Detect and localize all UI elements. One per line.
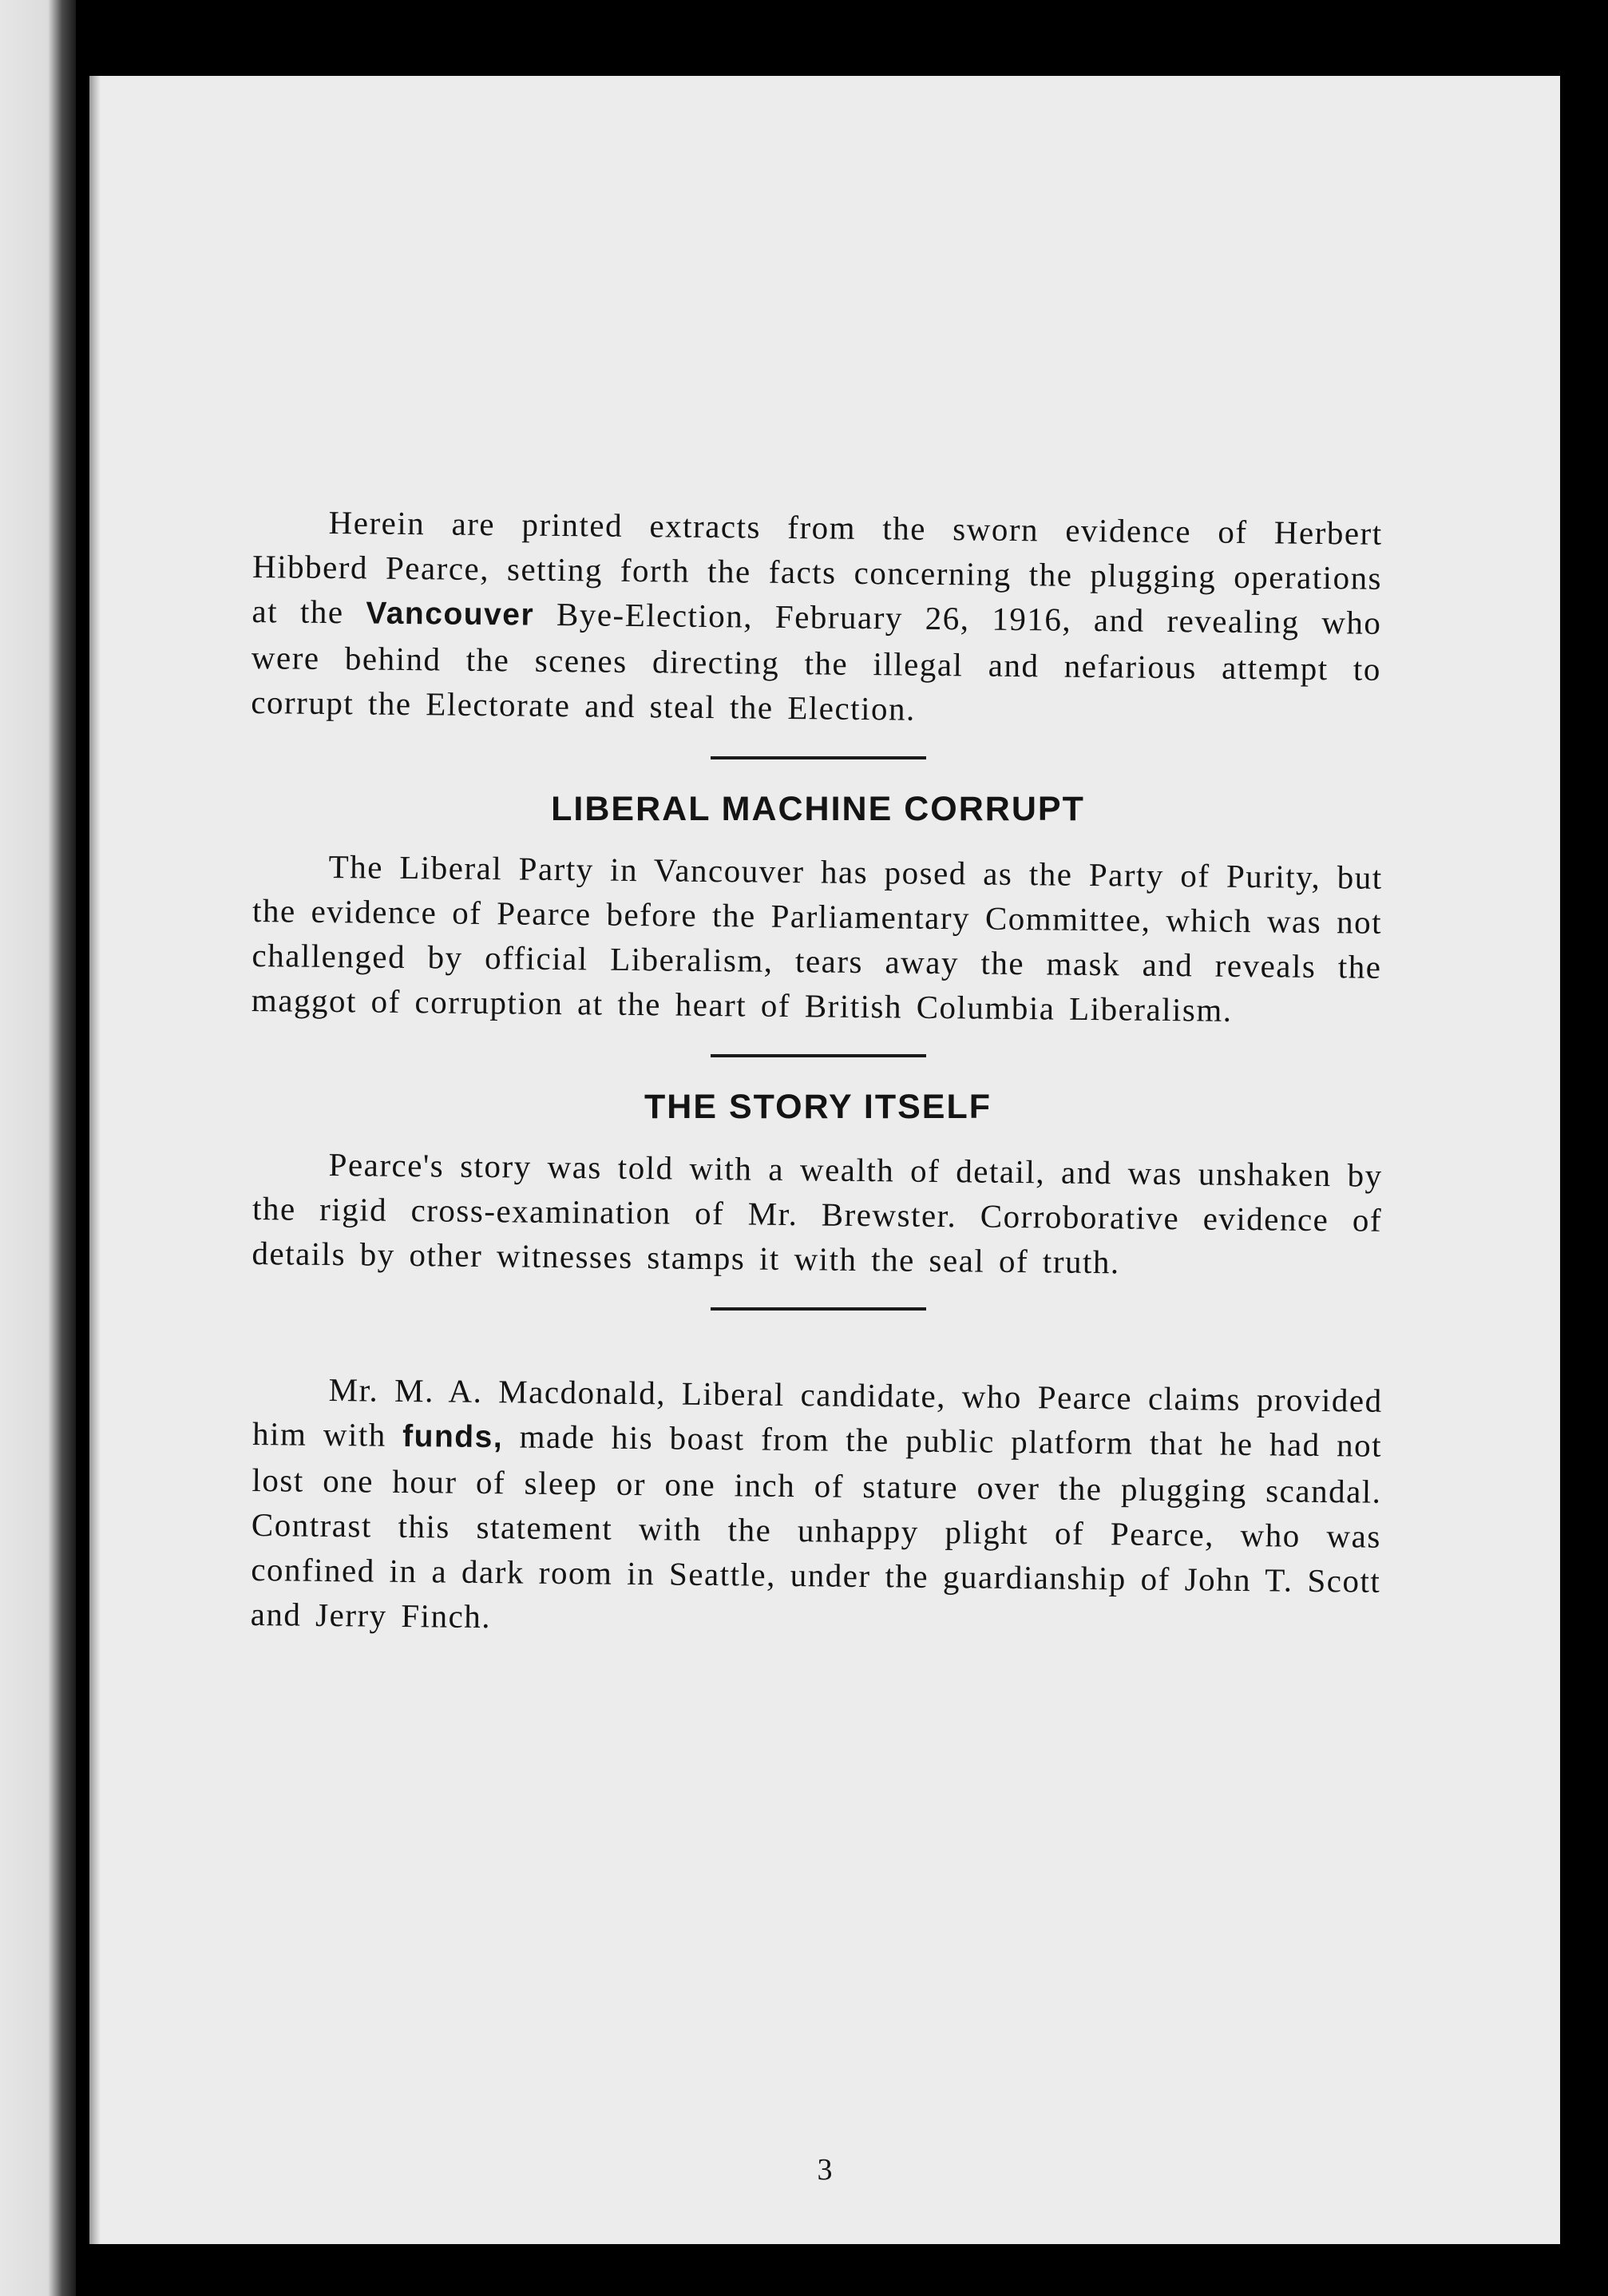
- page-number: 3: [817, 2153, 833, 2187]
- story-itself-heading: THE STORY ITSELF: [644, 1088, 992, 1126]
- section-divider: [711, 1054, 926, 1057]
- page-binding-shadow: [89, 76, 101, 2244]
- section-divider: [711, 1307, 926, 1311]
- macdonald-text-end: made his boast from the public platform that he had not lost one hour of sleep or one inch of stature over the plugging scandal. Contrast this statement with the unhappy plight of Pearce, who was confined in a dark room in Seattle, under the guardianship of John T. Scott and Jerry Finch.: [250, 1418, 1383, 1636]
- macdonald-bold-word: funds,: [402, 1418, 504, 1455]
- intro-text-start: Herein are printed extracts from the sworn evidence of Herbert Hibberd Pearce, setting forth the facts concerning the plugging operations at the: [251, 503, 1383, 631]
- macdonald-text-start: Mr. M. A. Macdonald, Liberal candidate, who Pearce claims provided him with: [251, 1370, 1383, 1453]
- intro-paragraph: [251, 499, 1383, 736]
- intro-text-end: Bye-Election, February 26, 1916, and revealing who were behind the scenes directing the illegal and nefarious attempt to corrupt the Electorate and steal the Election.: [251, 595, 1382, 728]
- liberal-machine-paragraph: The Liberal Party in Vancouver has posed as the Party of Purity, but the evidence of Pearce before the Parliamentary Committee, which was not challenged by official Liberalism, tears away the mask and reveals the maggot of corruption at the heart of British Columbia Liberalism.: [251, 847, 1383, 1029]
- macdonald-paragraph: [250, 1366, 1382, 1648]
- intro-bold-word: Vancouver: [366, 596, 535, 632]
- section-divider: [711, 756, 926, 759]
- story-itself-paragraph: Pearce's story was told with a wealth of detail, and was unshaken by the rigid cross-examination of Mr. Brewster. Corroborative evidence of details by other witnesses stamps it with the seal of truth.: [251, 1145, 1383, 1281]
- page-content: [250, 499, 1383, 1636]
- document-page: [89, 76, 1560, 2244]
- liberal-machine-heading: LIBERAL MACHINE CORRUPT: [551, 790, 1085, 828]
- scan-left-edge: [0, 0, 76, 2296]
